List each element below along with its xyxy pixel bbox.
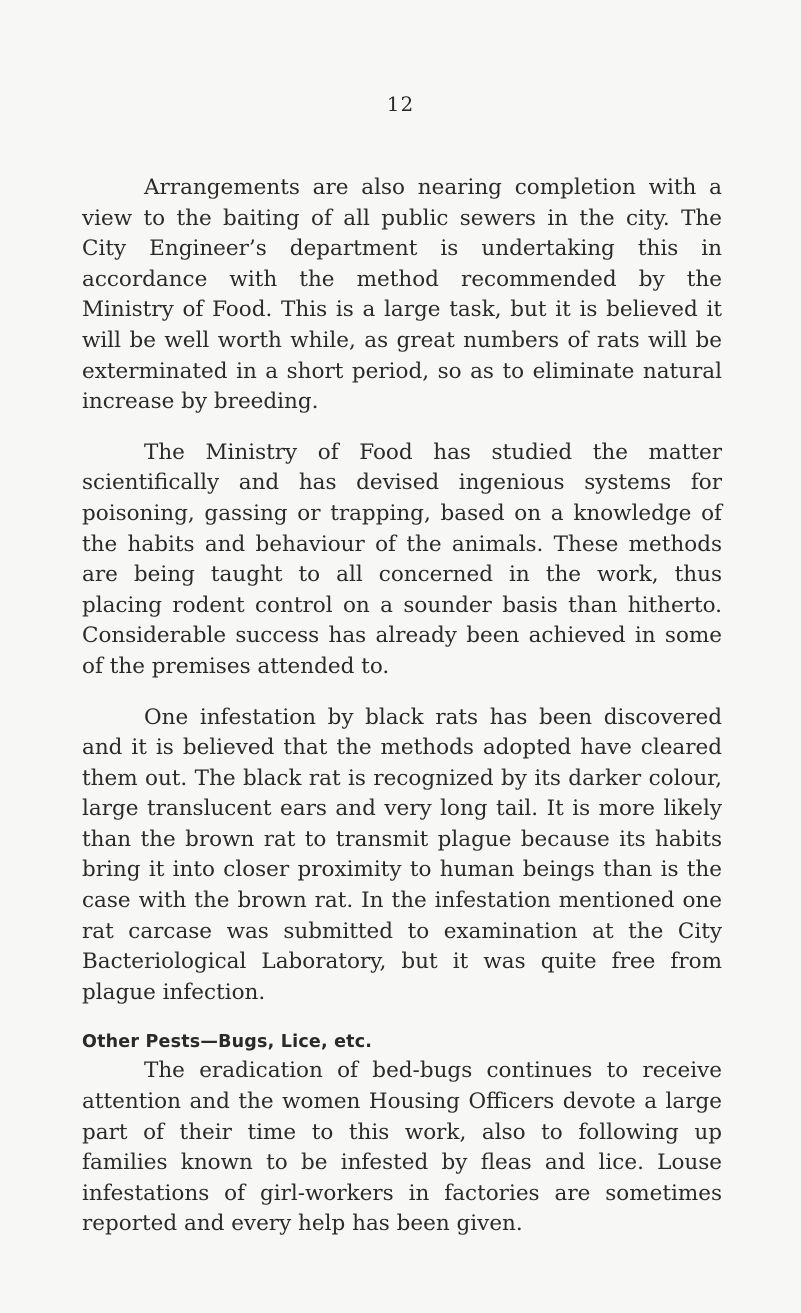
section-heading-other-pests: Other Pests—Bugs, Lice, etc. <box>82 1032 373 1053</box>
body-text <box>82 173 722 1260</box>
paragraph-ministry-methods: The Ministry of Food has studied the matter scientifically and has devised ingenious systems for poisoning, gassing or trapping, based on a knowledge of the habits and behaviour of the animals. These methods are being taught to all concerned in the work, thus placing rodent control on a sounder basis than hitherto. Considerable success has already been achieved in some of the premises attended to. <box>82 439 722 679</box>
paragraph-bugs-lice: The eradication of bed-bugs continues to receive attention and the women Housing Officers devote a large part of their time to this work, also to following up families known to be infested by fleas and lice. Louse infestations of girl-workers in factories are sometimes reported and every help has been given. <box>82 1058 722 1237</box>
paragraph-sewer-baiting: Arrangements are also nearing completion with a view to the baiting of all public sewers in the city. The City Engineer’s department is undertaking this in accordance with the method recommended by the Ministry of Food. This is a large task, but it is believed it will be well worth while, as great numbers of rats will be exterminated in a short period, so as to eliminate natural increase by breeding. <box>82 175 722 415</box>
page-number: 12 <box>386 92 415 116</box>
paragraph-black-rats: One infestation by black rats has been discovered and it is believed that the methods adopted have cleared them out. The black rat is recognized by its darker colour, large translucent ears and very long tail. It is more likely than the brown rat to transmit plague because its habits bring it into closer proximity to human beings than is the case with the brown rat. In the infestation mentioned one rat carcase was submitted to examination at the City Bacteriological Laboratory, but it was quite free from plague infection. <box>82 704 722 1005</box>
